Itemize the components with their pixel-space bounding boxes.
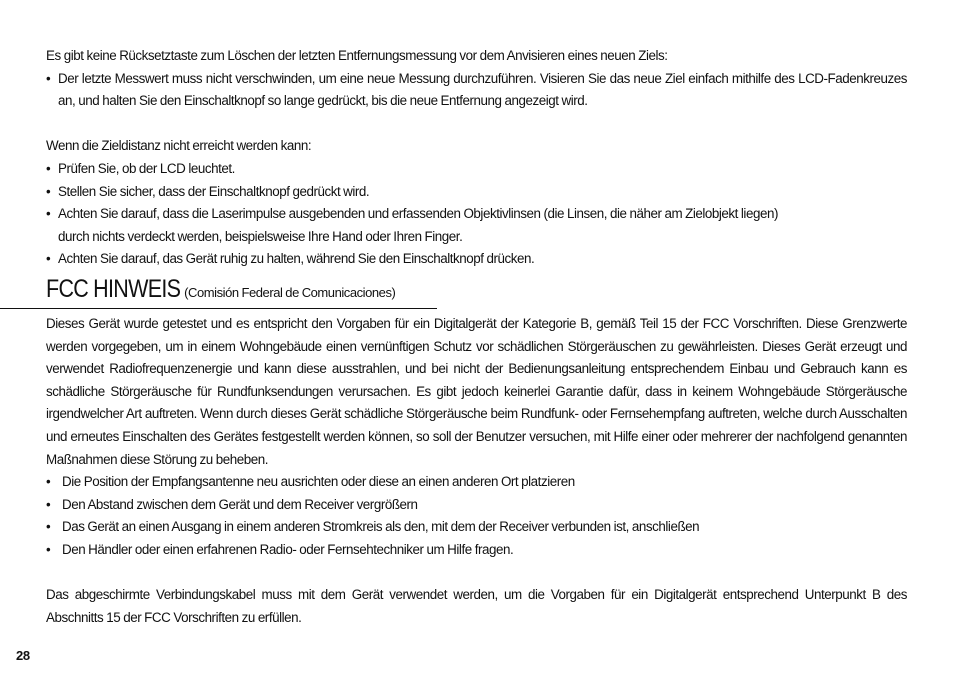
bullet-dot-icon: •	[46, 496, 51, 512]
troubleshoot-bullet-item	[46, 203, 907, 226]
fcc-bullet-text: Den Abstand zwischen dem Gerät und dem Receiver vergrößern	[62, 496, 418, 512]
reset-intro: Es gibt keine Rücksetztaste zum Löschen der letzten Entfernungsmessung vor dem Anvisieren eines neuen Ziels:	[46, 48, 668, 63]
fcc-bullet-text: Das Gerät an einen Ausgang in einem anderen Stromkreis als den, mit dem der Receiver verbunden ist, anschließen	[62, 519, 700, 535]
bullet-dot-icon: •	[46, 160, 51, 176]
troubleshoot-bullet-text: Stellen Sie sicher, dass der Einschaltknopf gedrückt wird.	[58, 183, 370, 199]
troubleshoot-bullet-item	[46, 181, 907, 204]
page-content	[46, 45, 907, 629]
troubleshoot-bullet-item	[46, 158, 907, 181]
heading-divider	[0, 308, 437, 309]
reset-bullet-item	[46, 68, 907, 113]
bullet-dot-icon: •	[46, 183, 51, 199]
spacer	[46, 113, 907, 136]
troubleshoot-intro: Wenn die Zieldistanz nicht erreicht werden kann:	[46, 138, 312, 154]
fcc-bullet-item	[46, 471, 907, 494]
troubleshoot-bullet-item	[46, 248, 907, 271]
troubleshoot-bullet-text: Achten Sie darauf, dass die Laserimpulse ausgebenden und erfassenden Objektivlinsen (die Linsen, die näher am Zielobjekt liegen)	[58, 206, 778, 222]
fcc-heading	[46, 275, 395, 305]
bullet-dot-icon: •	[46, 251, 51, 267]
bullet-dot-icon: •	[46, 474, 51, 490]
bullet-dot-icon: •	[46, 519, 51, 535]
fcc-heading-title: FCC HINWEIS	[46, 274, 181, 303]
fcc-heading-subtitle: (Comisión Federal de Comunicaciones)	[184, 284, 396, 300]
fcc-closing: Das abgeschirmte Verbindungskabel muss mit dem Gerät verwendet werden, um die Vorgaben für ein Digitalgerät entsprechend Unterpunkt B des Abschnitts 15 der FCC Vorschriften zu erfüllen.	[46, 587, 907, 625]
fcc-bullet-item	[46, 494, 907, 517]
fcc-bullet-text: Die Position der Empfangsantenne neu ausrichten oder diese an einen anderen Ort platzieren	[62, 474, 575, 490]
fcc-bullet-item	[46, 539, 907, 562]
troubleshoot-bullet-text: Achten Sie darauf, das Gerät ruhig zu halten, während Sie den Einschaltknopf drücken.	[58, 251, 535, 267]
fcc-bullet-text: Den Händler oder einen erfahrenen Radio- oder Fernsehtechniker um Hilfe fragen.	[62, 541, 514, 557]
spacer	[46, 561, 907, 584]
troubleshoot-bullet-continuation	[46, 226, 907, 249]
bullet-dot-icon: •	[46, 206, 51, 222]
bullet-dot-icon: •	[46, 70, 51, 86]
fcc-paragraph: Dieses Gerät wurde getestet und es entspricht den Vorgaben für ein Digitalgerät der Kategorie B, gemäß Teil 15 der FCC Vorschriften. Diese Grenzwerte werden vorgegeben, um in einem Wohngebäude einen vernünftigen Schutz vor schädlichen Störgeräuschen zu gewährleisten. Dieses Gerät erzeugt und verwendet Radiofrequenzenergie und kann diese ausstrahlen, und bei nicht der Bedienungsanleitung entsprechendem Einbau und Gebrauch kann es schädliche Störgeräusche für Rundfunksendungen verursachen. Es gibt jedoch keinerlei Garantie dafür, dass in keinem Wohngebäude Störgeräusche irgendwelcher Art auftreten. Wenn durch dieses Gerät schädliche Störgeräusche beim Rundfunk- oder Fernsehempfang auftreten, welche durch Ausschalten und erneutes Einschalten des Gerätes festgestellt werden können, so soll der Benutzer versuchen, mit Hilfe einer oder mehrerer der nachfolgend genannten Maßnahmen diese Störung zu beheben.	[46, 315, 907, 467]
reset-bullet-text: Der letzte Messwert muss nicht verschwinden, um eine neue Messung durchzuführen. Visieren Sie das neue Ziel einfach mithilfe des LCD-Fadenkreuzes an, und halten Sie den Einschaltknopf so lange gedrückt, bis die neue Entfernung angezeigt wird.	[58, 70, 907, 109]
troubleshoot-bullet-text: Prüfen Sie, ob der LCD leuchtet.	[58, 160, 235, 176]
fcc-heading-block	[46, 275, 907, 313]
troubleshoot-bullet-text: durch nichts verdeckt werden, beispielsweise Ihre Hand oder Ihren Finger.	[58, 228, 463, 244]
bullet-dot-icon: •	[46, 541, 51, 557]
fcc-bullet-item	[46, 516, 907, 539]
page-number: 28	[16, 648, 30, 663]
